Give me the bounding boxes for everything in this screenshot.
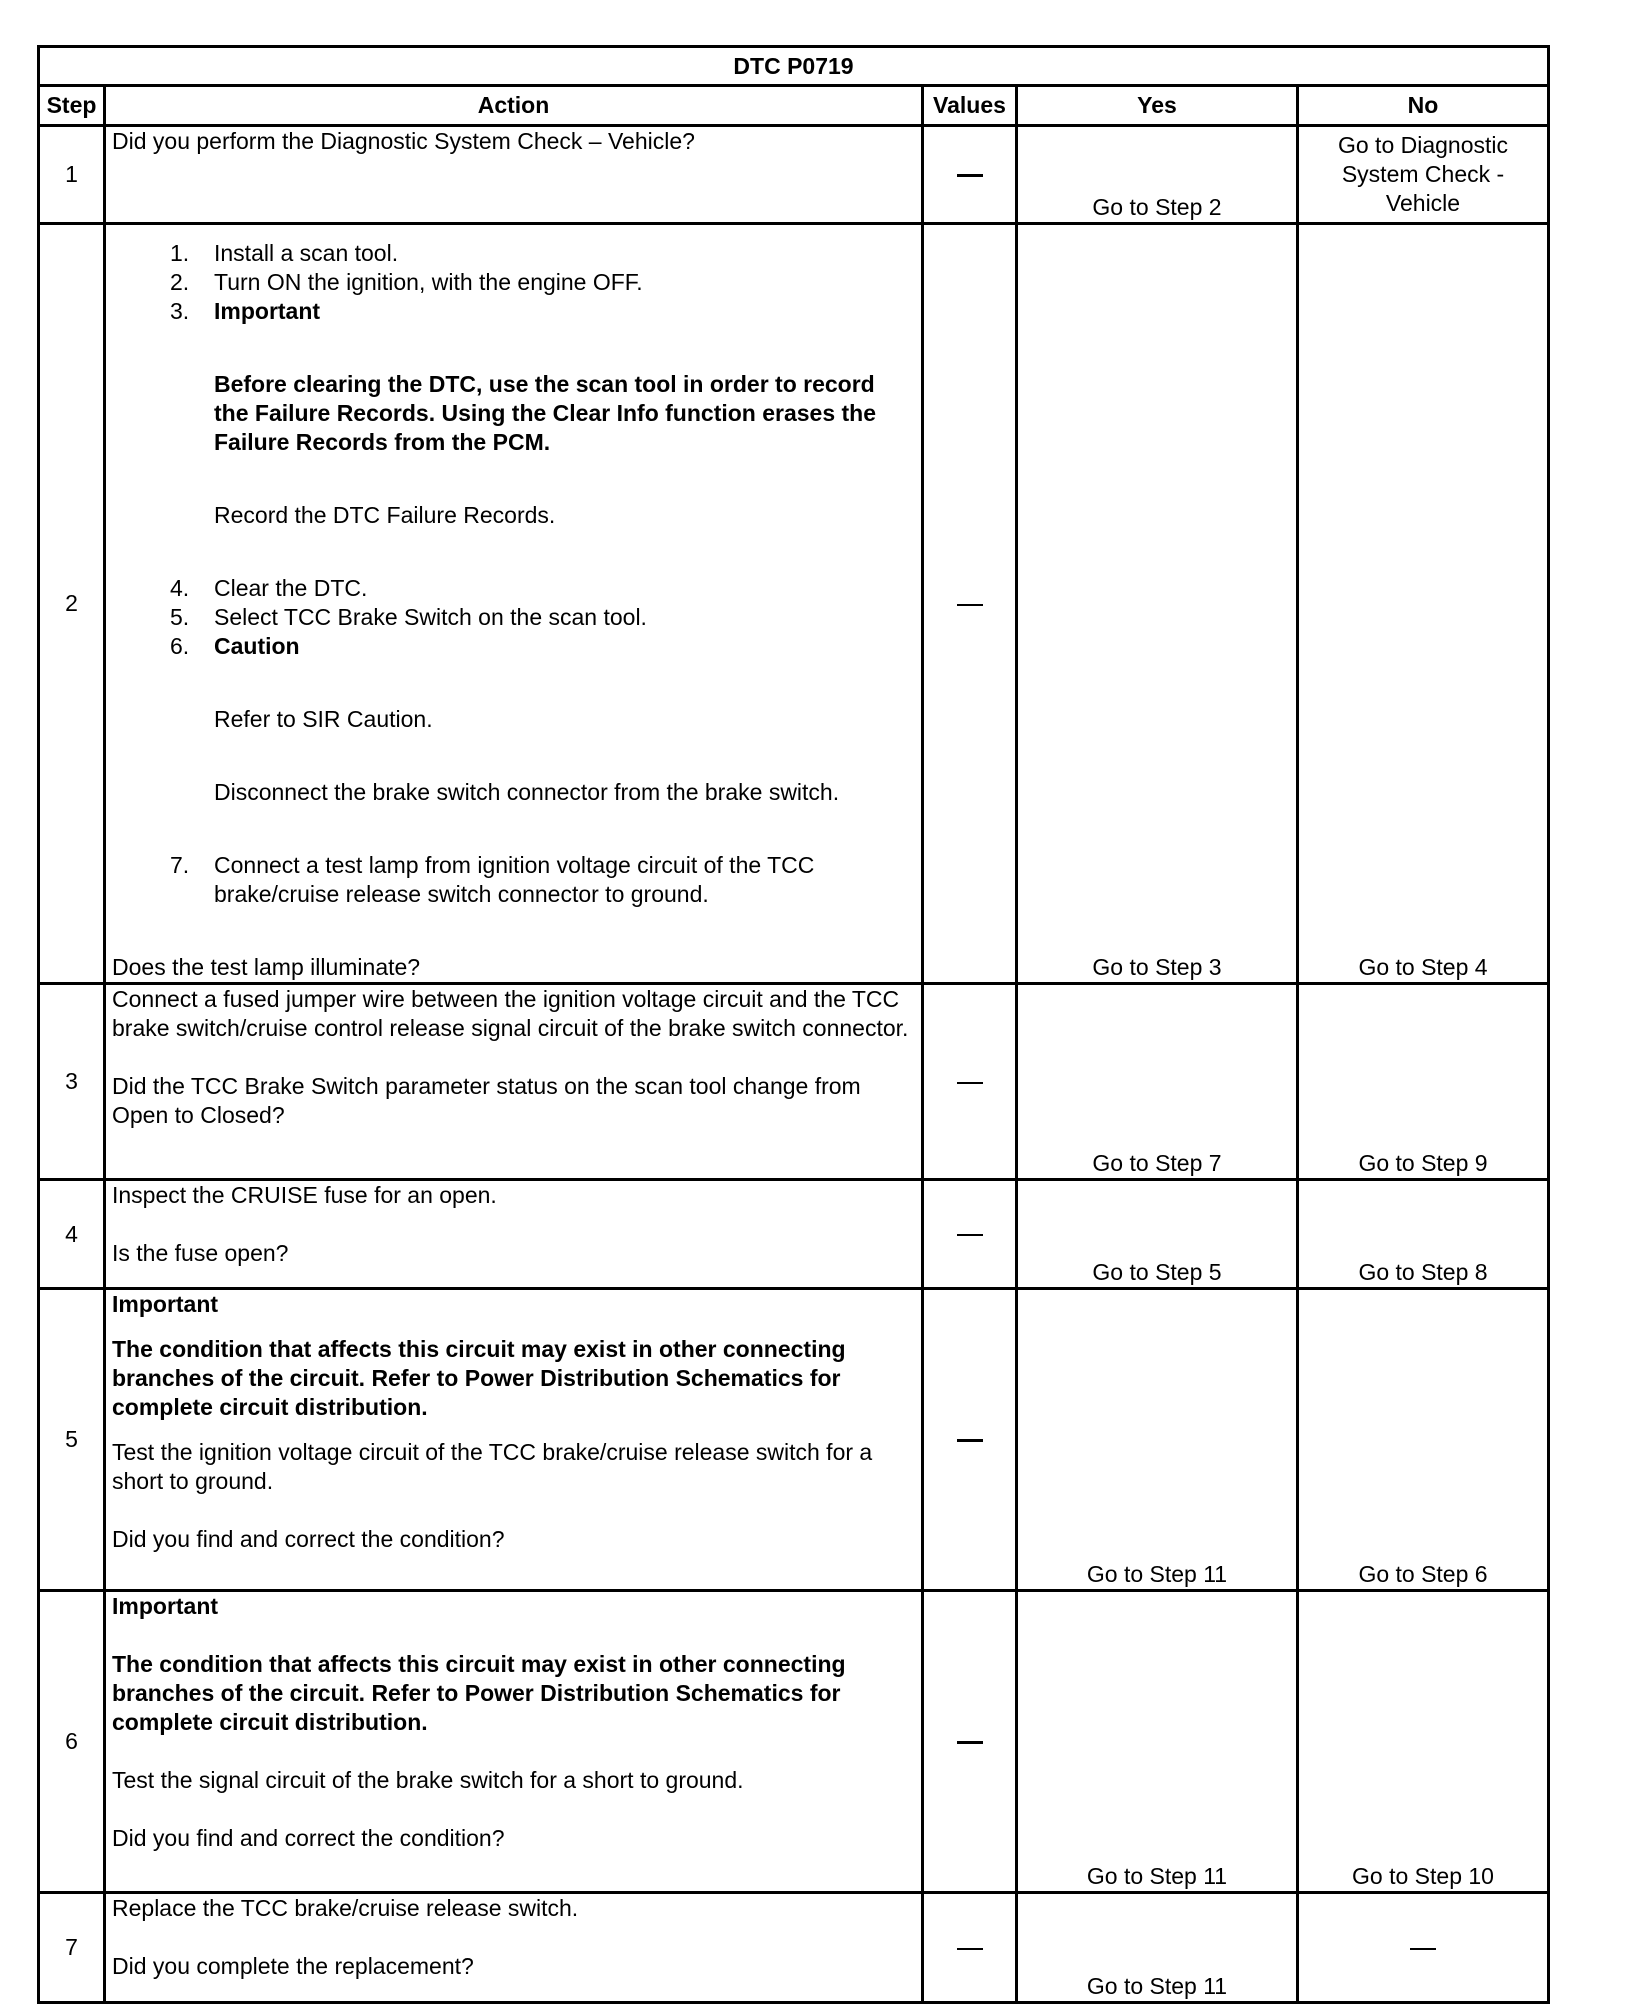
table-row-step-6 — [39, 1591, 1549, 1893]
em-dash — [957, 174, 983, 177]
question-text: Did you complete the replacement? — [112, 1953, 474, 1979]
table-title: DTC P0719 — [39, 47, 1549, 86]
list-item: 5. Select TCC Brake Switch on the scan tool. — [170, 604, 647, 630]
no-cell: Go to Diagnostic System Check - Vehicle — [1298, 126, 1549, 224]
action-text: Connect a fused jumper wire between the ignition voltage circuit and the TCC brake switch/cruise control release signal circuit of the brake switch connector. — [112, 986, 909, 1041]
action-cell — [105, 1893, 923, 2003]
action-cell — [105, 224, 923, 984]
em-dash — [957, 1948, 983, 1950]
no-cell: Go to Step 6 — [1298, 1289, 1549, 1591]
values-cell — [923, 1591, 1017, 1893]
action-text: Replace the TCC brake/cruise release switch. — [112, 1895, 579, 1921]
values-cell — [923, 1893, 1017, 2003]
yes-cell: Go to Step 2 — [1017, 126, 1298, 224]
table-row-step-2 — [39, 224, 1549, 984]
action-text: Did you perform the Diagnostic System Check – Vehicle? — [112, 128, 695, 154]
table-row-step-5 — [39, 1289, 1549, 1591]
question-text: Did you find and correct the condition? — [112, 1825, 505, 1851]
yes-cell: Go to Step 7 — [1017, 984, 1298, 1180]
list-item: 7. Connect a test lamp from ignition voltage circuit of the TCC brake/cruise release switch connector to ground. — [170, 852, 815, 907]
yes-cell: Go to Step 11 — [1017, 1289, 1298, 1591]
action-text: Test the ignition voltage circuit of the TCC brake/cruise release switch for a short to ground. — [112, 1439, 873, 1494]
header-no: No — [1298, 86, 1549, 126]
values-cell — [923, 984, 1017, 1180]
em-dash — [957, 1082, 983, 1084]
no-cell — [1298, 1893, 1549, 2003]
action-cell — [105, 1180, 923, 1289]
step-number: 4 — [39, 1180, 105, 1289]
table-row-step-4 — [39, 1180, 1549, 1289]
values-cell — [923, 126, 1017, 224]
important-note: The condition that affects this circuit may exist in other connecting branches of the circuit. Refer to Power Distribution Schematics for complete circuit distribution. — [112, 1651, 846, 1735]
values-cell — [923, 224, 1017, 984]
yes-cell: Go to Step 11 — [1017, 1591, 1298, 1893]
header-values: Values — [923, 86, 1017, 126]
table-row-step-1 — [39, 126, 1549, 224]
no-cell: Go to Step 10 — [1298, 1591, 1549, 1893]
important-heading: Important — [112, 1593, 219, 1619]
disconnect-text: Disconnect the brake switch connector from the brake switch. — [214, 779, 840, 805]
em-dash — [957, 1741, 983, 1744]
header-action: Action — [105, 86, 923, 126]
list-item: 2. Turn ON the ignition, with the engine OFF. — [170, 269, 643, 295]
record-text: Record the DTC Failure Records. — [214, 502, 556, 528]
action-steps — [112, 239, 915, 326]
action-text: Test the signal circuit of the brake switch for a short to ground. — [112, 1767, 744, 1793]
step-number: 7 — [39, 1893, 105, 2003]
step-number: 6 — [39, 1591, 105, 1893]
action-cell — [105, 984, 923, 1180]
action-steps — [112, 851, 915, 909]
action-cell — [105, 1289, 923, 1591]
list-item: 3. Important — [170, 298, 321, 324]
question-text: Is the fuse open? — [112, 1240, 289, 1266]
list-item: 4. Clear the DTC. — [170, 575, 368, 601]
no-cell: Go to Step 9 — [1298, 984, 1549, 1180]
yes-cell: Go to Step 11 — [1017, 1893, 1298, 2003]
step-number: 2 — [39, 224, 105, 984]
important-note: Before clearing the DTC, use the scan tool in order to record the Failure Records. Using the Clear Info function erases the Failure Records from the PCM. — [214, 371, 877, 455]
yes-cell: Go to Step 5 — [1017, 1180, 1298, 1289]
list-item: 6. Caution — [170, 633, 300, 659]
action-cell — [105, 126, 923, 224]
action-cell — [105, 1591, 923, 1893]
header-step: Step — [39, 86, 105, 126]
list-item: 1. Install a scan tool. — [170, 240, 399, 266]
em-dash — [957, 1234, 983, 1236]
header-row — [39, 86, 1549, 126]
em-dash — [1410, 1948, 1436, 1950]
values-cell — [923, 1289, 1017, 1591]
no-cell: Go to Step 8 — [1298, 1180, 1549, 1289]
step-number: 3 — [39, 984, 105, 1180]
step-number: 1 — [39, 126, 105, 224]
table-row-step-3 — [39, 984, 1549, 1180]
step-number: 5 — [39, 1289, 105, 1591]
header-yes: Yes — [1017, 86, 1298, 126]
no-cell: Go to Step 4 — [1298, 224, 1549, 984]
question-text: Did the TCC Brake Switch parameter status on the scan tool change from Open to Closed? — [112, 1073, 861, 1128]
yes-cell: Go to Step 3 — [1017, 224, 1298, 984]
important-heading: Important — [112, 1291, 219, 1317]
caution-note: Refer to SIR Caution. — [214, 706, 433, 732]
dtc-page — [37, 45, 1547, 2004]
action-steps — [112, 574, 915, 661]
action-text: Inspect the CRUISE fuse for an open. — [112, 1182, 497, 1208]
values-cell — [923, 1180, 1017, 1289]
question-text: Did you find and correct the condition? — [112, 1526, 505, 1552]
question-text: Does the test lamp illuminate? — [112, 954, 421, 980]
em-dash — [957, 1439, 983, 1442]
table-row-step-7 — [39, 1893, 1549, 2003]
em-dash — [957, 604, 983, 606]
dtc-table — [37, 45, 1550, 2004]
important-note: The condition that affects this circuit may exist in other connecting branches of the circuit. Refer to Power Distribution Schematics for complete circuit distribution. — [112, 1336, 846, 1420]
